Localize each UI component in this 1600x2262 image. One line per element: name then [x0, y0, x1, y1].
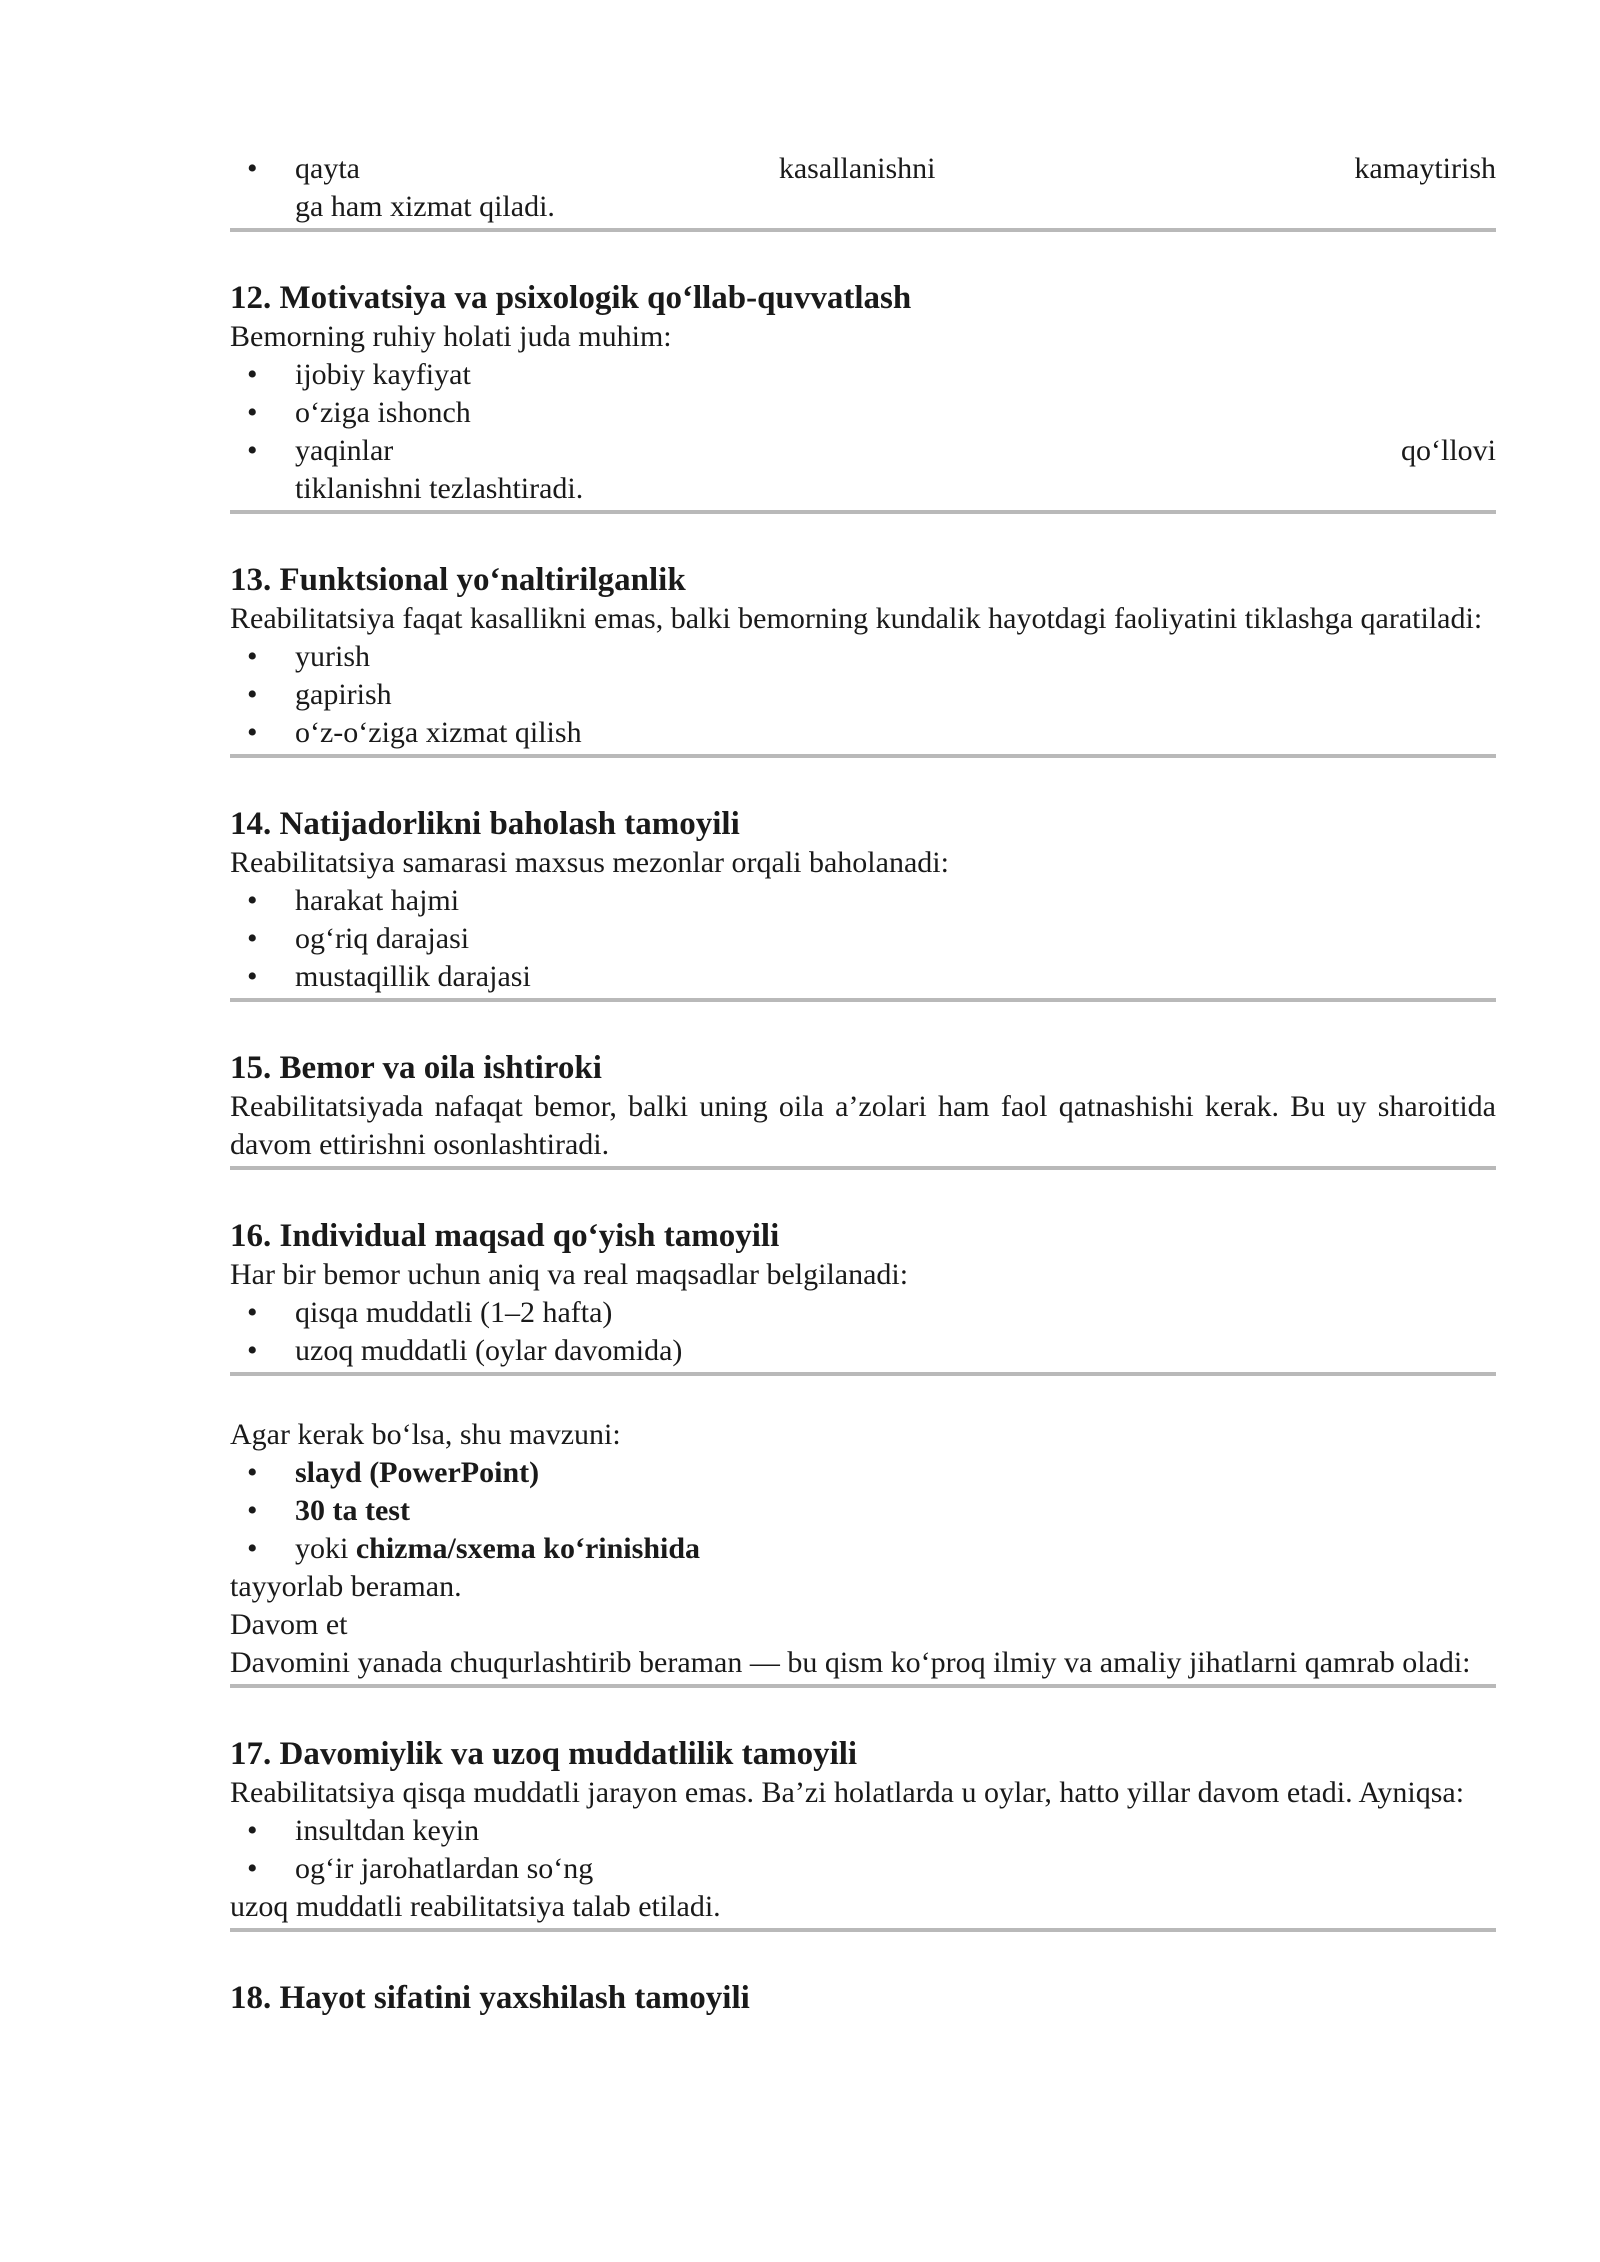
section-heading-14: 14. Natijadorlikni baholash tamoyili — [230, 806, 740, 842]
section-intro: Reabilitatsiya faqat kasallikni emas, balki bemorning kundalik hayotdagi faoliyatini tiklashga qaratiladi: — [230, 602, 1483, 635]
section-intro: Bemorning ruhiy holati juda muhim: — [230, 320, 672, 353]
list-item: • harakat hajmi — [295, 882, 1496, 920]
list-item: • ijobiy kayfiyat — [295, 356, 1496, 394]
list-item — [295, 432, 1496, 508]
section-intro: Har bir bemor uchun aniq va real maqsadlar belgilanadi: — [230, 1258, 909, 1291]
list-item: • mustaqillik darajasi — [295, 958, 1496, 996]
section-intro: Reabilitatsiya qisqa muddatli jarayon emas. Ba’zi holatlarda u oylar, hatto yillar davom etadi. Ayniqsa: — [230, 1776, 1465, 1809]
section-outro: uzoq muddatli reabilitatsiya talab etiladi. — [230, 1890, 721, 1923]
section-heading-15: 15. Bemor va oila ishtiroki — [230, 1050, 602, 1086]
section-intro: Reabilitatsiya samarasi maxsus mezonlar orqali baholanadi: — [230, 846, 949, 879]
text: yoki — [295, 1532, 356, 1565]
justified-line — [295, 432, 1496, 470]
list-item: • og‘ir jarohatlardan so‘ng — [295, 1850, 1496, 1888]
section-heading-16: 16. Individual maqsad qo‘yish tamoyili — [230, 1218, 780, 1254]
section-heading-17: 17. Davomiylik va uzoq muddatlilik tamoyili — [230, 1736, 858, 1772]
document-page — [230, 150, 1496, 2018]
bold-text: chizma/sxema ko‘rinishida — [355, 1532, 701, 1565]
list-item — [295, 1492, 1496, 1530]
bold-text: slayd (PowerPoint) — [295, 1456, 540, 1489]
list-item: • qisqa muddatli (1–2 hafta) — [295, 1294, 1496, 1332]
offer-intro: Agar kerak bo‘lsa, shu mavzuni: — [230, 1418, 621, 1451]
list-item: • yurish — [295, 638, 1496, 676]
section-heading-18: 18. Hayot sifatini yaxshilash tamoyili — [230, 1980, 750, 2016]
bullet-list — [230, 882, 1496, 996]
section-heading-12: 12. Motivatsiya va psixologik qo‘llab-quvvatlash — [230, 280, 912, 316]
list-item — [295, 1530, 1496, 1568]
list-item: • o‘ziga ishonch — [295, 394, 1496, 432]
bullet-list — [230, 1812, 1496, 1888]
intro-list — [230, 150, 1496, 226]
word: • yaqinlar — [295, 434, 394, 467]
word: • qayta — [295, 152, 360, 185]
line-continuation: ga ham xizmat qiladi. — [295, 190, 555, 223]
list-item — [295, 150, 1496, 226]
word: kamaytirish — [1354, 152, 1496, 185]
section-text: Reabilitatsiyada nafaqat bemor, balki uning oila a’zolari ham faol qatnashishi kerak. Bu uy sharoitida davom ettirishni osonlashtiradi. — [230, 1090, 1496, 1161]
list-item: • insultdan keyin — [295, 1812, 1496, 1850]
list-item: • gapirish — [295, 676, 1496, 714]
continue-response: Davomini yanada chuqurlashtirib beraman — bu qism ko‘proq ilmiy va amaliy jihatlarni qamrab oladi: — [230, 1646, 1471, 1679]
justified-line — [295, 150, 1496, 188]
word: qo‘llovi — [1401, 434, 1496, 467]
list-item: • og‘riq darajasi — [295, 920, 1496, 958]
bullet-list — [230, 638, 1496, 752]
bold-text: 30 ta test — [295, 1494, 410, 1527]
bullet-list — [230, 356, 1496, 508]
continue-prompt: Davom et — [230, 1608, 348, 1641]
line-continuation: tiklanishni tezlashtiradi. — [295, 472, 584, 505]
offer-outro: tayyorlab beraman. — [230, 1570, 462, 1603]
list-item — [295, 1454, 1496, 1492]
list-item: • uzoq muddatli (oylar davomida) — [295, 1332, 1496, 1370]
section-heading-13: 13. Funktsional yo‘naltirilganlik — [230, 562, 686, 598]
offer-list — [230, 1454, 1496, 1568]
list-item: • o‘z-o‘ziga xizmat qilish — [295, 714, 1496, 752]
word: kasallanishni — [778, 152, 936, 185]
bullet-list — [230, 1294, 1496, 1370]
